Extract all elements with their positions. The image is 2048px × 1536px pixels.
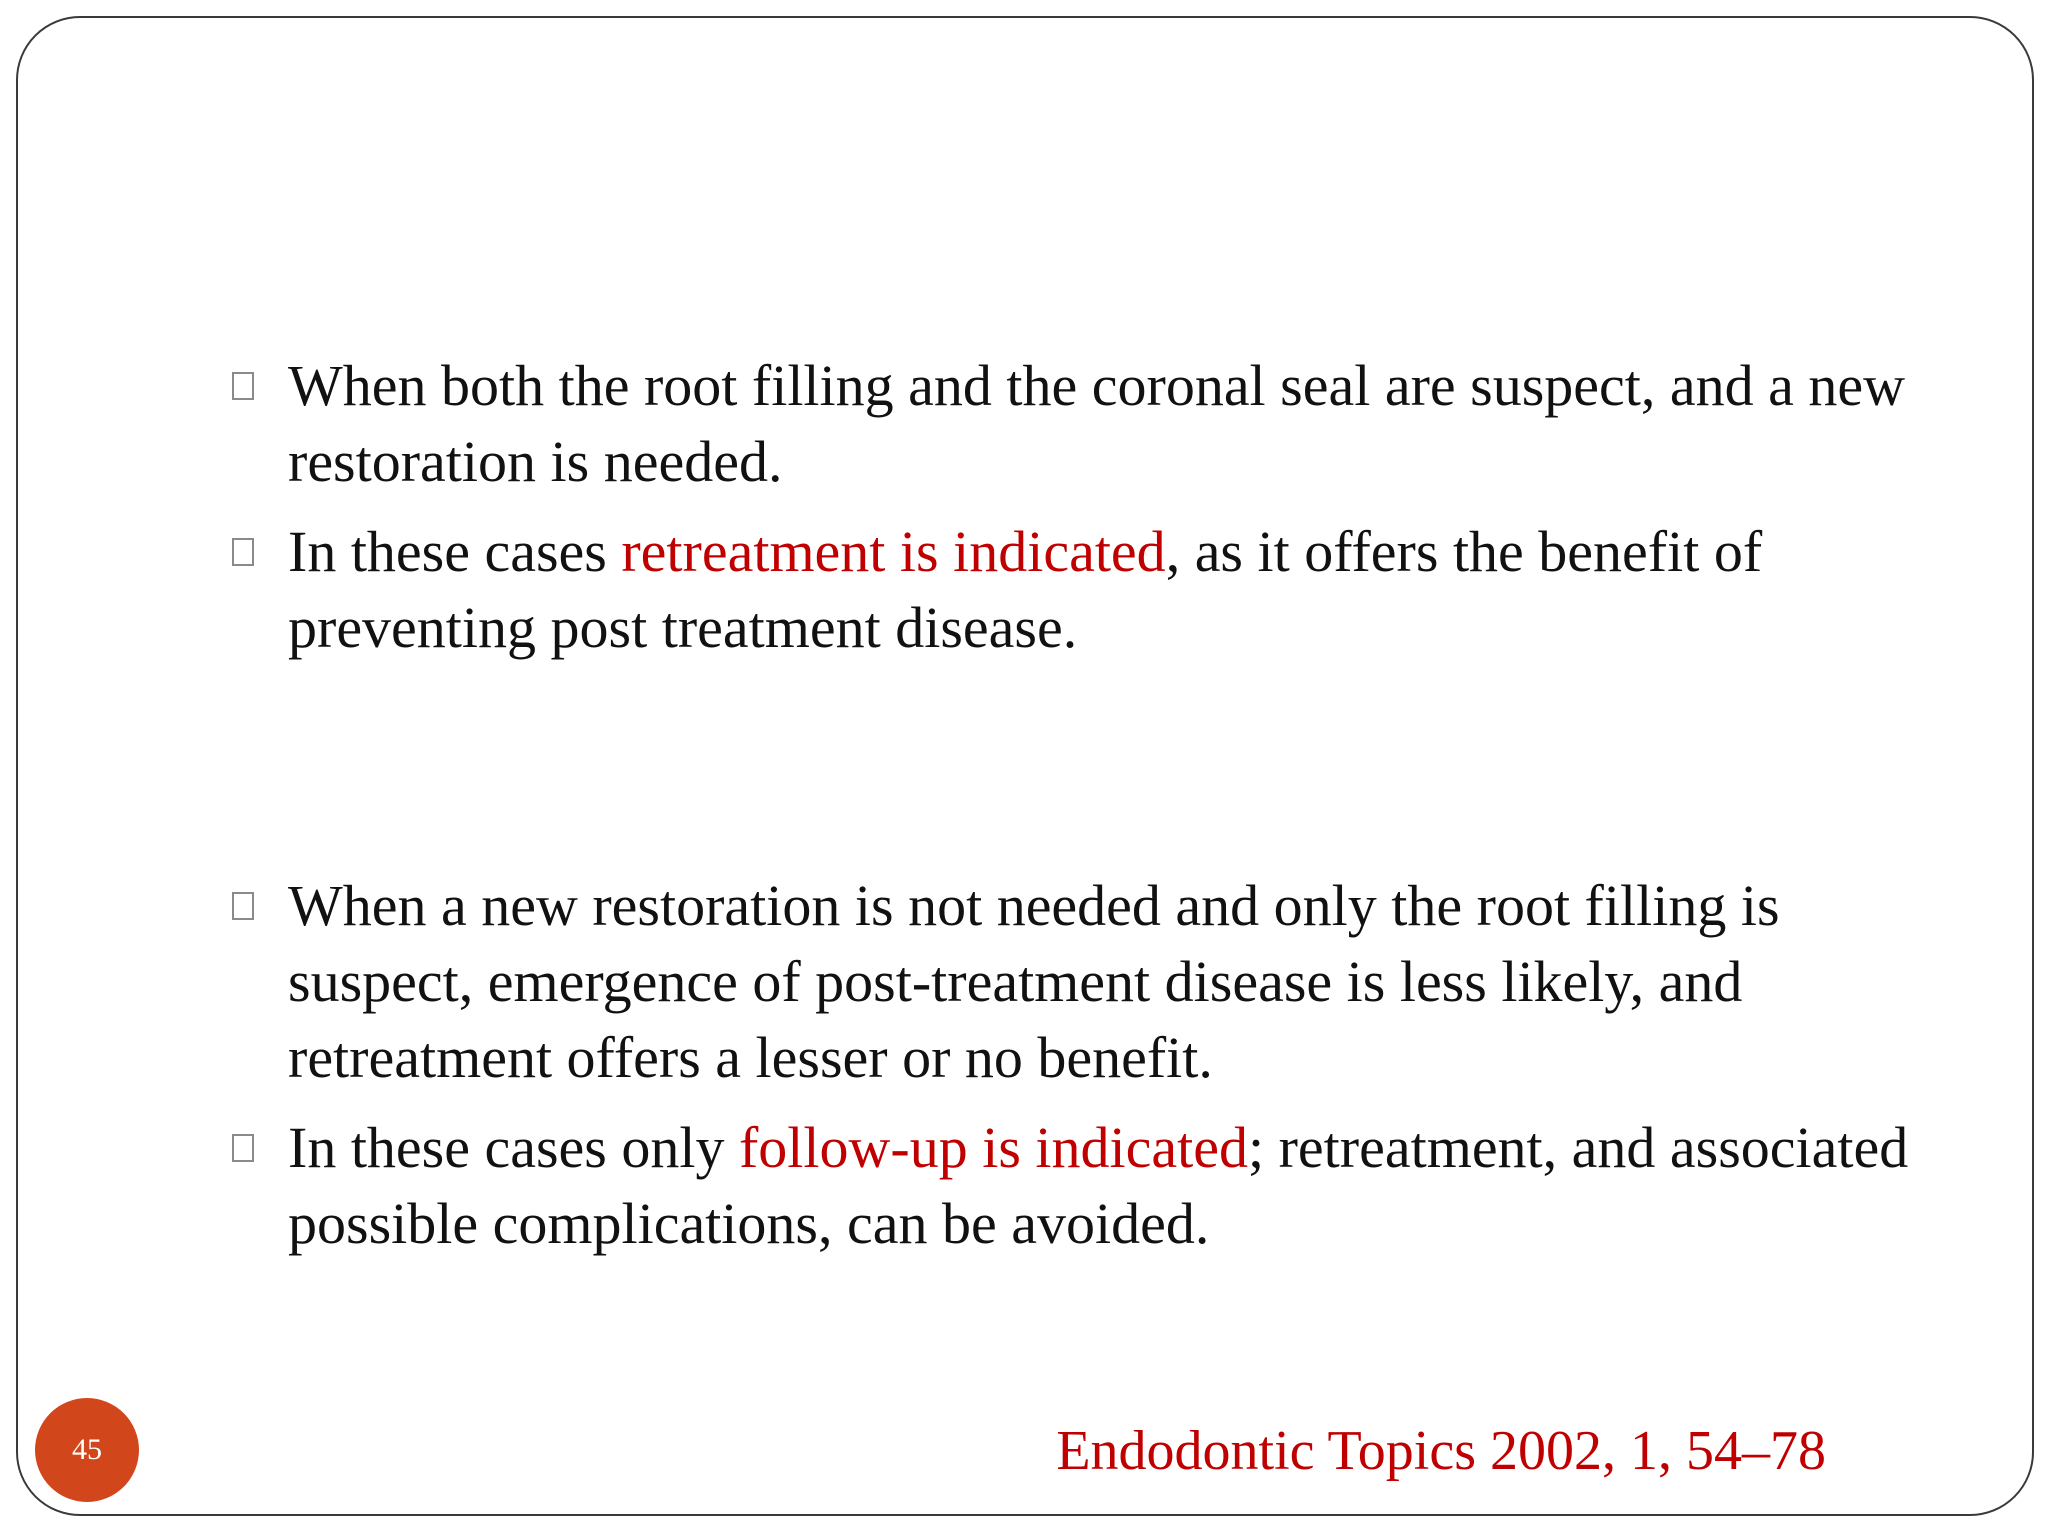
page-number: 45	[72, 1433, 102, 1466]
highlight-text: retreatment is indicated	[621, 519, 1166, 584]
bullet-group-1	[232, 348, 1952, 680]
bullet-text: In these cases	[288, 519, 622, 584]
bullet-text: In these cases only	[288, 1115, 739, 1180]
bullet-item	[232, 514, 1952, 666]
square-bullet-icon	[232, 538, 254, 566]
highlight-text: follow-up is indicated	[738, 1115, 1248, 1180]
square-bullet-icon	[232, 892, 254, 920]
bullet-item	[232, 868, 1952, 1096]
bullet-text: When both the root filling and the coronal seal are suspect, and a new restoration is needed.	[288, 353, 1906, 494]
slide	[16, 16, 2034, 1516]
page-number-badge	[35, 1398, 139, 1502]
bullet-text-tail: , as it offers the benefit of preventing post treatment disease.	[288, 519, 1763, 660]
bullet-item	[232, 348, 1952, 500]
square-bullet-icon	[232, 372, 254, 400]
bullet-text-tail: ; retreatment, and associated possible complications, can be avoided.	[288, 1115, 1909, 1256]
bullet-text: When a new restoration is not needed and only the root filling is suspect, emergence of post-treatment disease is less likely, and retreatment offers a lesser or no benefit.	[288, 873, 1780, 1090]
citation: Endodontic Topics 2002, 1, 54–78	[1056, 1420, 1826, 1482]
bullet-item	[232, 1110, 1952, 1262]
bullet-group-2	[232, 868, 1952, 1276]
square-bullet-icon	[232, 1134, 254, 1162]
